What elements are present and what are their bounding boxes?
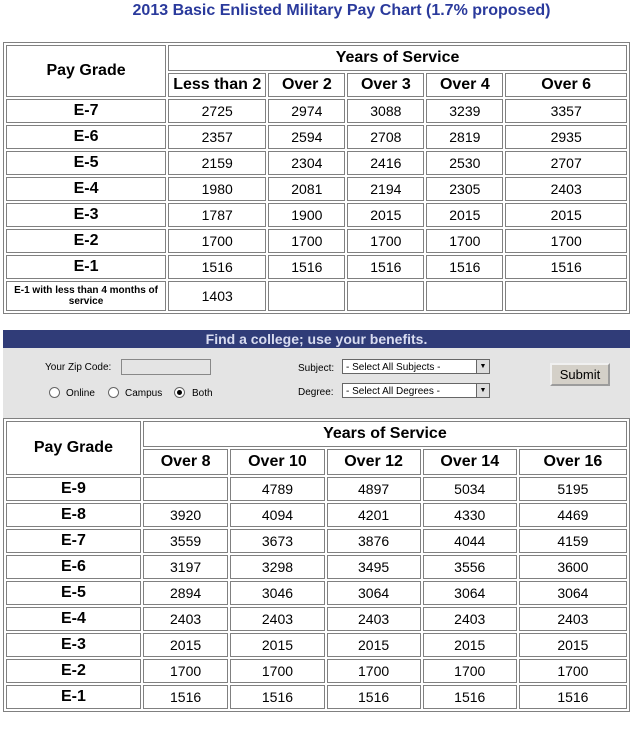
pay-value-cell: 1516: [347, 255, 424, 279]
column-header: Over 16: [519, 449, 627, 475]
pay-value-cell: [505, 281, 627, 311]
pay-value-cell: 1700: [168, 229, 266, 253]
pay-grade-cell: E-1: [6, 685, 141, 709]
pay-value-cell: [347, 281, 424, 311]
pay-value-cell: 4044: [423, 529, 517, 553]
pay-grade-cell: E-2: [6, 229, 166, 253]
pay-value-cell: 2015: [505, 203, 627, 227]
table-row: [6, 477, 627, 501]
table-row: [6, 503, 627, 527]
zip-input[interactable]: [121, 359, 211, 375]
years-of-service-header: Years of Service: [143, 421, 627, 447]
pay-table-2: [3, 418, 630, 712]
pay-value-cell: 5195: [519, 477, 627, 501]
pay-value-cell: 3920: [143, 503, 229, 527]
column-header: Over 6: [505, 73, 627, 97]
pay-value-cell: 1516: [327, 685, 421, 709]
pay-value-cell: 2159: [168, 151, 266, 175]
pay-value-cell: 1700: [347, 229, 424, 253]
pay-value-cell: 2081: [268, 177, 345, 201]
pay-value-cell: 2974: [268, 99, 345, 123]
pay-table-1: [3, 42, 630, 314]
column-header: Over 2: [268, 73, 345, 97]
pay-value-cell: 2403: [505, 177, 627, 201]
pay-value-cell: [426, 281, 503, 311]
pay-value-cell: 1700: [423, 659, 517, 683]
pay-value-cell: 3495: [327, 555, 421, 579]
table-row: [6, 659, 627, 683]
pay-value-cell: 3064: [519, 581, 627, 605]
pay-value-cell: 2015: [230, 633, 324, 657]
pay-value-cell: 3298: [230, 555, 324, 579]
college-search-bar: [3, 330, 630, 418]
pay-grade-header: Pay Grade: [6, 45, 166, 97]
pay-value-cell: 3197: [143, 555, 229, 579]
pay-value-cell: 4789: [230, 477, 324, 501]
pay-value-cell: 2304: [268, 151, 345, 175]
pay-value-cell: [143, 477, 229, 501]
radio-campus[interactable]: [108, 387, 119, 398]
table-row: [6, 607, 627, 631]
page-title: 2013 Basic Enlisted Military Pay Chart (1.7% proposed): [132, 2, 551, 19]
table-row: [6, 555, 627, 579]
pay-value-cell: 3357: [505, 99, 627, 123]
radio-online-label: Online: [66, 388, 95, 399]
pay-value-cell: [268, 281, 345, 311]
pay-value-cell: 2725: [168, 99, 266, 123]
pay-value-cell: 2305: [426, 177, 503, 201]
pay-value-cell: 2594: [268, 125, 345, 149]
pay-value-cell: 1516: [505, 255, 627, 279]
table-row: [6, 203, 627, 227]
submit-button[interactable]: Submit: [550, 363, 610, 386]
pay-value-cell: 2403: [230, 607, 324, 631]
college-search-title: Find a college; use your benefits.: [3, 330, 630, 348]
table-row: [6, 255, 627, 279]
pay-grade-cell: E-4: [6, 177, 166, 201]
pay-value-cell: 1700: [426, 229, 503, 253]
table-row: [6, 529, 627, 553]
column-header: Over 4: [426, 73, 503, 97]
pay-value-cell: 2416: [347, 151, 424, 175]
pay-value-cell: 1516: [230, 685, 324, 709]
pay-value-cell: 3239: [426, 99, 503, 123]
pay-value-cell: 5034: [423, 477, 517, 501]
table-row: [6, 229, 627, 253]
pay-value-cell: 3876: [327, 529, 421, 553]
column-header: Over 8: [143, 449, 229, 475]
table-row: [6, 151, 627, 175]
pay-value-cell: 4159: [519, 529, 627, 553]
pay-value-cell: 1900: [268, 203, 345, 227]
table-row: [6, 177, 627, 201]
pay-grade-cell: E-7: [6, 529, 141, 553]
pay-value-cell: 1516: [519, 685, 627, 709]
pay-grade-cell: E-5: [6, 151, 166, 175]
pay-value-cell: 2015: [347, 203, 424, 227]
pay-grade-cell: E-9: [6, 477, 141, 501]
subject-select-value: - Select All Subjects -: [346, 362, 441, 373]
column-header: Over 14: [423, 449, 517, 475]
pay-value-cell: 1700: [230, 659, 324, 683]
pay-value-cell: 2403: [327, 607, 421, 631]
pay-value-cell: 1700: [519, 659, 627, 683]
pay-value-cell: 3556: [423, 555, 517, 579]
pay-value-cell: 3064: [327, 581, 421, 605]
pay-value-cell: 2707: [505, 151, 627, 175]
pay-value-cell: 4201: [327, 503, 421, 527]
pay-grade-cell: E-4: [6, 607, 141, 631]
subject-label: Subject:: [298, 363, 335, 374]
pay-grade-cell: E-7: [6, 99, 166, 123]
subject-select[interactable]: [342, 359, 490, 374]
pay-value-cell: 1700: [143, 659, 229, 683]
pay-value-cell: 3600: [519, 555, 627, 579]
zip-label: Your Zip Code:: [45, 362, 112, 373]
table-row: [6, 581, 627, 605]
pay-value-cell: 2015: [426, 203, 503, 227]
pay-value-cell: 2403: [423, 607, 517, 631]
pay-value-cell: 1516: [426, 255, 503, 279]
table-row: [6, 685, 627, 709]
pay-grade-cell: E-3: [6, 203, 166, 227]
radio-both-label: Both: [192, 388, 213, 399]
pay-value-cell: 2357: [168, 125, 266, 149]
table-row: [6, 125, 627, 149]
pay-value-cell: 2530: [426, 151, 503, 175]
pay-value-cell: 1403: [168, 281, 266, 311]
pay-grade-cell: E-6: [6, 125, 166, 149]
column-header: Over 12: [327, 449, 421, 475]
table-row: [6, 633, 627, 657]
degree-label: Degree:: [298, 387, 334, 398]
pay-grade-cell: E-1: [6, 255, 166, 279]
degree-select[interactable]: [342, 383, 490, 398]
pay-value-cell: 2015: [423, 633, 517, 657]
pay-value-cell: 2819: [426, 125, 503, 149]
pay-value-cell: 2015: [327, 633, 421, 657]
table-row: [6, 281, 627, 311]
pay-value-cell: 2194: [347, 177, 424, 201]
pay-grade-cell: E-2: [6, 659, 141, 683]
degree-select-value: - Select All Degrees -: [346, 386, 440, 397]
pay-value-cell: 2403: [143, 607, 229, 631]
pay-grade-cell: E-8: [6, 503, 141, 527]
pay-value-cell: 2935: [505, 125, 627, 149]
pay-grade-header: Pay Grade: [6, 421, 141, 475]
pay-grade-cell: E-1 with less than 4 months of service: [6, 281, 166, 311]
column-header: Over 10: [230, 449, 324, 475]
pay-value-cell: 1700: [327, 659, 421, 683]
pay-value-cell: 4094: [230, 503, 324, 527]
pay-grade-cell: E-6: [6, 555, 141, 579]
pay-value-cell: 1700: [268, 229, 345, 253]
radio-campus-label: Campus: [125, 388, 163, 399]
column-header: Less than 2: [168, 73, 266, 97]
pay-value-cell: 3064: [423, 581, 517, 605]
pay-value-cell: 3088: [347, 99, 424, 123]
pay-value-cell: 1516: [143, 685, 229, 709]
pay-value-cell: 4469: [519, 503, 627, 527]
pay-value-cell: 4897: [327, 477, 421, 501]
radio-online[interactable]: [49, 387, 60, 398]
pay-value-cell: 3046: [230, 581, 324, 605]
pay-value-cell: 2015: [143, 633, 229, 657]
years-of-service-header: Years of Service: [168, 45, 627, 71]
chevron-down-icon: ▼: [476, 360, 489, 373]
pay-grade-cell: E-3: [6, 633, 141, 657]
table-row: [6, 99, 627, 123]
pay-value-cell: 1516: [423, 685, 517, 709]
pay-value-cell: 1980: [168, 177, 266, 201]
pay-value-cell: 2708: [347, 125, 424, 149]
pay-value-cell: 4330: [423, 503, 517, 527]
column-header: Over 3: [347, 73, 424, 97]
chevron-down-icon: ▼: [476, 384, 489, 397]
pay-value-cell: 2894: [143, 581, 229, 605]
pay-value-cell: 2015: [519, 633, 627, 657]
pay-value-cell: 3673: [230, 529, 324, 553]
pay-value-cell: 3559: [143, 529, 229, 553]
pay-value-cell: 1516: [168, 255, 266, 279]
radio-both[interactable]: [174, 387, 185, 398]
pay-value-cell: 2403: [519, 607, 627, 631]
pay-value-cell: 1787: [168, 203, 266, 227]
pay-grade-cell: E-5: [6, 581, 141, 605]
pay-value-cell: 1700: [505, 229, 627, 253]
pay-value-cell: 1516: [268, 255, 345, 279]
